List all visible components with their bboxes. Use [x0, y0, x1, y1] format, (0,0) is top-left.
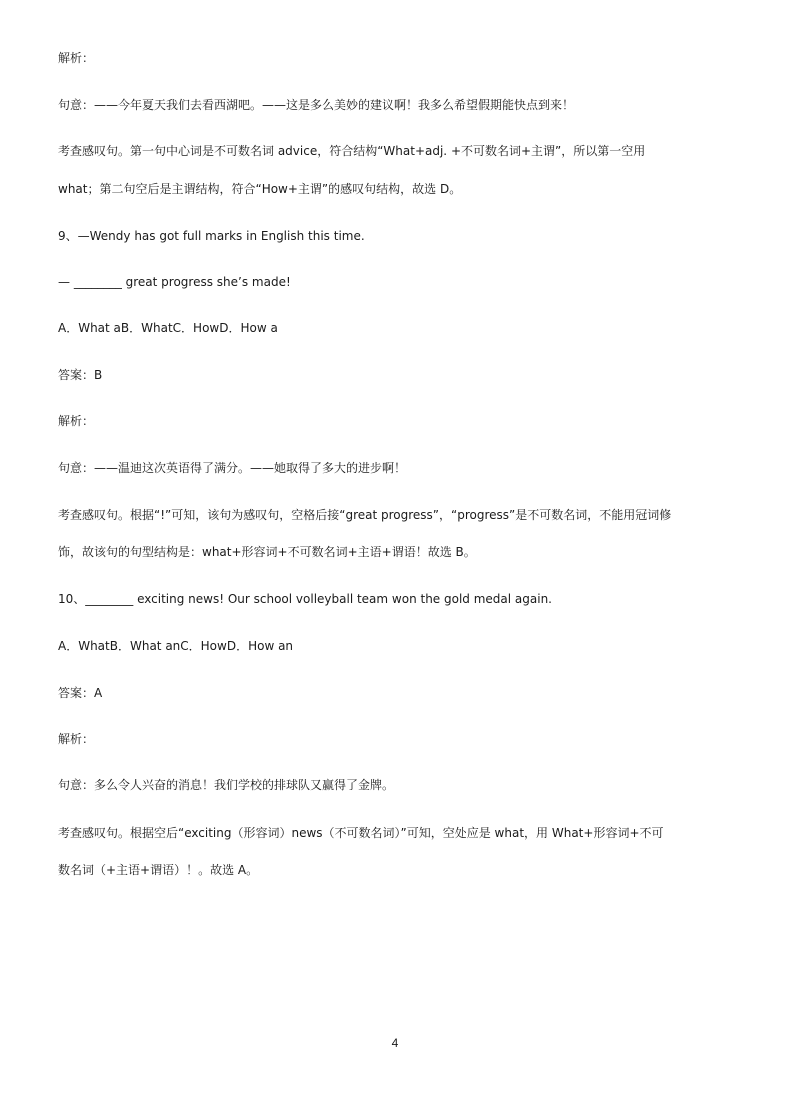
- q8-translation: 句意：——今年夏天我们去看西湖吧。——这是多么美妙的建议啊！我多么希望假期能快点到来！: [58, 98, 575, 112]
- q9-explanation-line2: 饰，故该句的句型结构是：what+形容词+不可数名词+主语+谓语！故选 B。: [58, 545, 476, 559]
- q9-explanation-line1: 考查感叹句。根据“!”可知，该句为感叹句，空格后接“great progress”，“progress”是不可数名词，不能用冠词修: [58, 508, 672, 522]
- q9-options: A．What aB．WhatC．HowD．How a: [58, 321, 278, 335]
- page-number: 4: [391, 1036, 399, 1050]
- q10-options: A．WhatB．What anC．HowD．How an: [58, 639, 294, 653]
- q9-answer: 答案：B: [58, 368, 103, 382]
- q10-analysis-label: 解析：: [58, 732, 95, 746]
- q10-explanation-line2: 数名词（+主语+谓语）！。故选 A。: [58, 863, 259, 877]
- q9-analysis-label: 解析：: [58, 414, 95, 428]
- q10-explanation-line1: 考查感叹句。根据空后“exciting（形容词）news（不可数名词）”可知，空处应是 what，用 What+形容词+不可: [58, 826, 664, 840]
- q9-stem-line2: — ________ great progress she’s made!: [58, 275, 291, 289]
- q10-stem: 10、________ exciting news! Our school volleyball team won the gold medal again.: [58, 592, 552, 606]
- q9-translation: 句意：——温迪这次英语得了满分。——她取得了多大的进步啊！: [58, 461, 407, 475]
- q9-stem-line1: 9、—Wendy has got full marks in English this time.: [58, 229, 365, 243]
- q10-translation: 句意：多么令人兴奋的消息！我们学校的排球队又赢得了金牌。: [58, 778, 395, 792]
- q8-explanation-line2: what；第二句空后是主谓结构，符合“How+主谓”的感叹句结构，故选 D。: [58, 182, 462, 196]
- q8-analysis-label: 解析：: [58, 51, 95, 65]
- q8-explanation-line1: 考查感叹句。第一句中心词是不可数名词 advice，符合结构“What+adj. +不可数名词+主谓”，所以第一空用: [58, 144, 646, 158]
- q10-answer: 答案：A: [58, 686, 103, 700]
